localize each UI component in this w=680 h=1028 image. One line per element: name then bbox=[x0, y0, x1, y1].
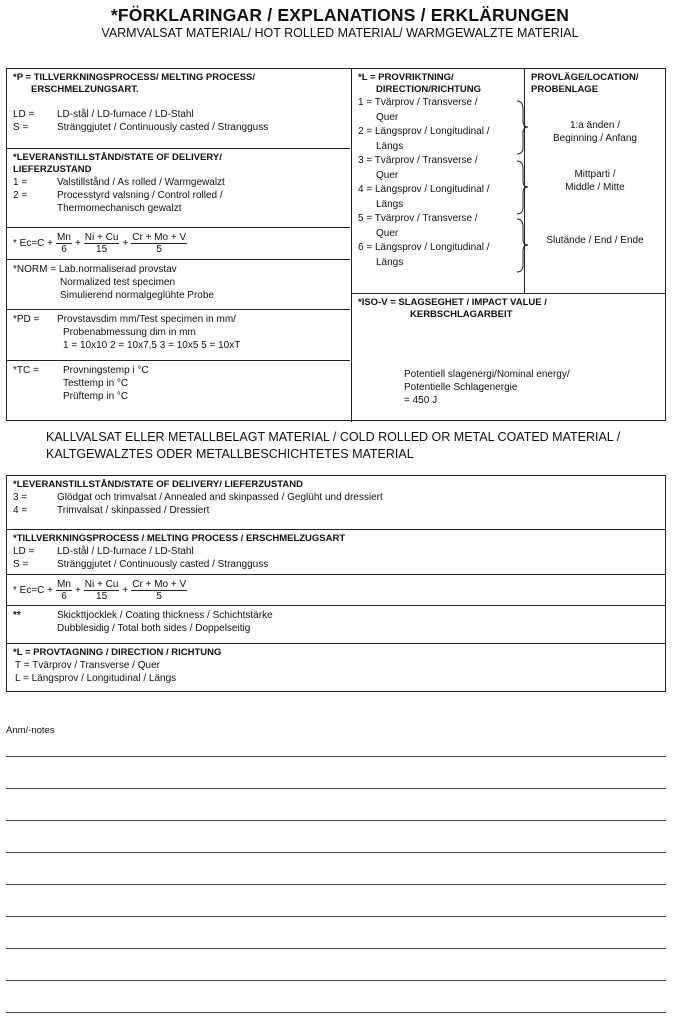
cold-delivery-section: *LEVERANSTILLSTÅND/STATE OF DELIVERY/ LIEFERZUSTAND 3 = Glödgat och trimvalsat / Annealed and skinpassed / Geglüht und dressiert 4 = Trimvalsat / skinpassed / Dressiert bbox=[7, 476, 667, 529]
impact-value-section: *ISO-V = SLAGSEGHET / IMPACT VALUE / KERBSCHLAGARBEIT Potentiell slagenergi/Nominal energy/ Potentielle Schlagenergie = 450 J bbox=[352, 294, 666, 421]
note-line[interactable] bbox=[6, 948, 666, 949]
delivery-row-2b: Thermomechanisch gewalzt bbox=[57, 203, 182, 214]
delivery-state-heading: *LEVERANSTILLSTÅND/STATE OF DELIVERY/ bbox=[13, 152, 222, 163]
location-heading: PROVLÄGE/LOCATION/ bbox=[531, 72, 639, 83]
cold-carbon-equivalent-formula: * Ec=C + $\frac{Mn}{6}$ + $\frac{Ni + Cu}{15}$ + $\frac{Cr + Mo + V}{5}$ bbox=[13, 578, 187, 602]
nominal-energy: Potentiell slagenergi/Nominal energy/ Potentielle Schlagenergie = 450 J bbox=[404, 369, 570, 406]
cold-delivery-heading: *LEVERANSTILLSTÅND/STATE OF DELIVERY/ LIEFERZUSTAND bbox=[13, 479, 303, 490]
direction-row: 1 = Tvärprov / Transverse / bbox=[358, 97, 478, 108]
note-line[interactable] bbox=[6, 916, 666, 917]
direction-row: 5 = Tvärprov / Transverse / bbox=[358, 213, 478, 224]
process-row-s: S = Stränggjutet / Continuously casted / Strangguss bbox=[13, 122, 269, 133]
cold-direction-heading: *L = PROVTAGNING / DIRECTION / RICHTUNG bbox=[13, 647, 222, 658]
note-line[interactable] bbox=[6, 788, 666, 789]
melting-process-heading: *P = TILLVERKNINGSPROCESS/ MELTING PROCESS/ bbox=[13, 72, 256, 83]
cold-direction-section: *L = PROVTAGNING / DIRECTION / RICHTUNG T = Tvärprov / Transverse / Quer L = Längsprov / Longitudinal / Längs bbox=[7, 644, 667, 692]
note-line[interactable] bbox=[6, 820, 666, 821]
impact-value-heading: *ISO-V = SLAGSEGHET / IMPACT VALUE / bbox=[358, 297, 547, 308]
direction-row: 6 = Längsprov / Longitudinal / bbox=[358, 242, 490, 253]
energy-value: = 450 J bbox=[404, 395, 438, 406]
notes-label: Anm/-notes bbox=[6, 725, 55, 736]
fraction-mn: $\frac{Mn}{6}$ bbox=[57, 232, 71, 255]
direction-row: 2 = Längsprov / Longitudinal / bbox=[358, 126, 490, 137]
delivery-state-section: *LEVERANSTILLSTÅND/STATE OF DELIVERY/ LIEFERZUSTAND 1 = Valstillstånd / As rolled / Warmgewalzt 2 = Processtyrd valsning / Control rolled / Thermomechanisch gewalzt bbox=[7, 149, 351, 227]
hot-rolled-table bbox=[6, 68, 666, 421]
process-row-ld: LD = LD-stål / LD-furnace / LD-Stahl bbox=[13, 109, 194, 120]
note-line[interactable] bbox=[6, 852, 666, 853]
cold-rolled-table bbox=[6, 475, 666, 692]
cold-process-heading: *TILLVERKNINGSPROCESS / MELTING PROCESS / ERSCHMELZUGSART bbox=[13, 533, 346, 544]
note-line[interactable] bbox=[6, 1012, 666, 1013]
cold-rolled-heading: KALLVALSAT ELLER METALLBELAGT MATERIAL / COLD ROLLED OR METAL COATED MATERIAL / KALTGEWALZTES ODER METALLBESCHICHTETES MATERIAL bbox=[46, 430, 621, 461]
carbon-equivalent-formula: * Ec=C + $\frac{Mn}{6}$ + $\frac{Ni + Cu}{15}$ + $\frac{Cr + Mo + V}{5}$ bbox=[13, 232, 187, 255]
location-beginning: 1:a änden / Beginning / Anfang bbox=[553, 120, 637, 144]
norm-section: *NORM = Lab.normaliserad provstav Normalized test specimen Simulierend normalgeglühte Probe bbox=[13, 264, 214, 301]
direction-section: *L = PROVRIKTNING/ DIRECTION/RICHTUNG 1 = Tvärprov / Transverse / Quer 2 = Längsprov / Longitudinal / Längs 3 = Tvärprov / Transverse / Quer 4 = Längsprov / Longitudinal / Längs 5 = Tvärprov / Transverse / Quer 6 = Längsprov / Longitudinal / Längs bbox=[352, 69, 524, 293]
page-title: *FÖRKLARINGAR / EXPLANATIONS / ERKLÄRUNGEN bbox=[110, 5, 570, 25]
note-line[interactable] bbox=[6, 980, 666, 981]
delivery-row-2: 2 = Processtyrd valsning / Control rolled / bbox=[13, 190, 223, 201]
page-subtitle: VARMVALSAT MATERIAL/ HOT ROLLED MATERIAL/ WARMGEWALZTE MATERIAL bbox=[101, 26, 579, 40]
location-middle: Mittparti / Middle / Mitte bbox=[565, 169, 625, 193]
fraction-ni-cu: $\frac{Ni + Cu}{15}$ bbox=[84, 232, 119, 255]
coating-thickness-section: ** Skickttjocklek / Coating thickness / Schichtstärke Dubblesidig / Total both sides / Doppelseitig bbox=[13, 610, 273, 634]
test-temperature-section: *TC = Provningstemp i °C Testtemp in °C Prüftemp in °C bbox=[13, 365, 149, 402]
direction-heading: *L = PROVRIKTNING/ bbox=[358, 72, 454, 83]
note-line[interactable] bbox=[6, 756, 666, 757]
specimen-dimension-section: *PD = Provstavsdim mm/Test specimen in mm/ Probenabmessung dim in mm 1 = 10x10 2 = 10x7,5 3 = 10x5 5 = 10xT bbox=[13, 314, 241, 351]
fraction-cr-mo-v: $\frac{Cr + Mo + V}{5}$ bbox=[132, 232, 187, 255]
location-end: Slutände / End / Ende bbox=[546, 235, 644, 246]
location-section: PROVLÄGE/LOCATION/ PROBENLAGE 1:a änden / Beginning / Anfang Mittparti / Middle / Mitte Slutände / End / Ende bbox=[525, 69, 665, 293]
delivery-row-1: 1 = Valstillstånd / As rolled / Warmgewalzt bbox=[13, 177, 225, 188]
direction-row: 3 = Tvärprov / Transverse / bbox=[358, 155, 478, 166]
melting-process-section: *P = TILLVERKNINGSPROCESS/ MELTING PROCESS/ ERSCHMELZUNGSART. LD = LD-stål / LD-furnace / LD-Stahl S = Stränggjutet / Continuously casted / Strangguss bbox=[7, 69, 351, 148]
cold-process-section: *TILLVERKNINGSPROCESS / MELTING PROCESS / ERSCHMELZUGSART LD = LD-stål / LD-furnace / LD-Stahl S = Stränggjutet / Continuously casted / Strangguss bbox=[7, 530, 667, 574]
direction-row: 4 = Längsprov / Longitudinal / bbox=[358, 184, 490, 195]
note-line[interactable] bbox=[6, 884, 666, 885]
